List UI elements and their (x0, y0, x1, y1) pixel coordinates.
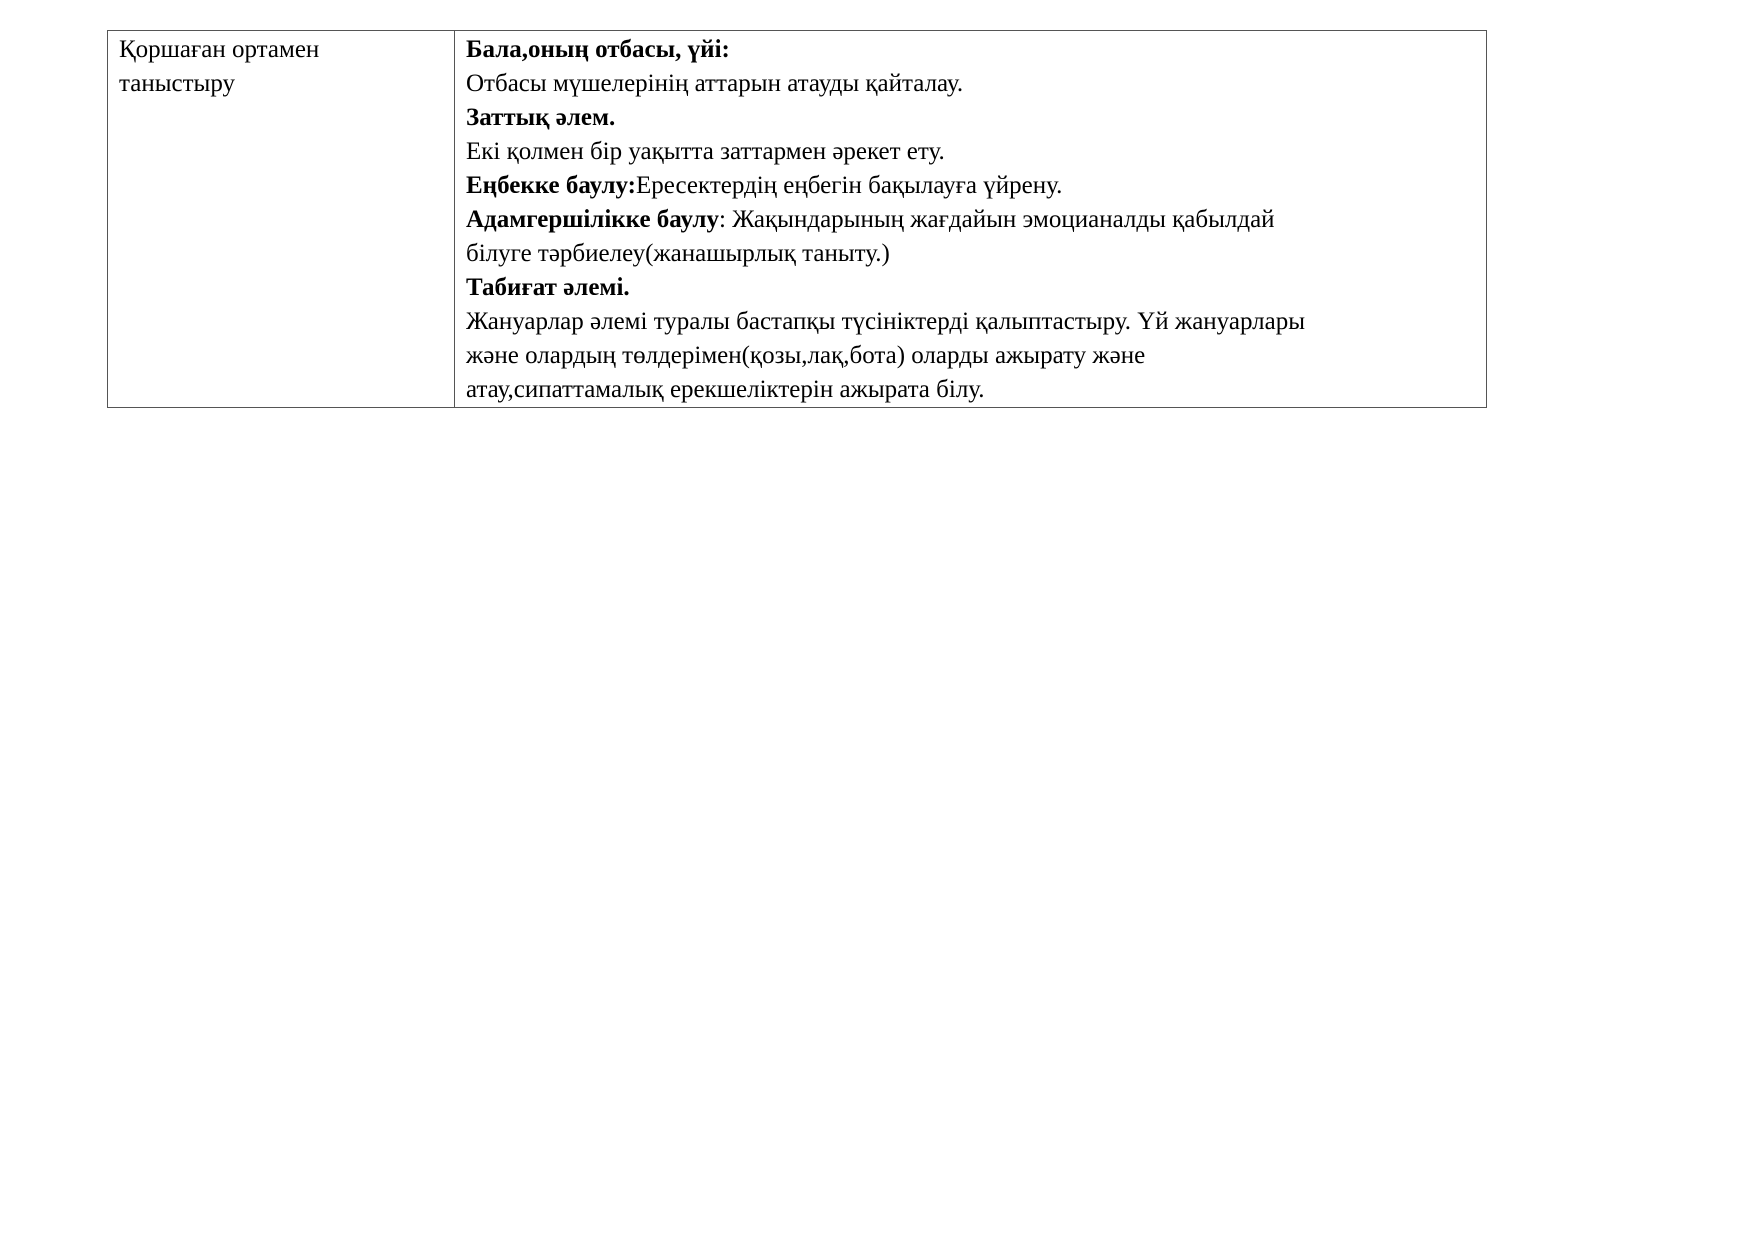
section-morality-line (466, 203, 1476, 237)
subject-cell (108, 31, 455, 408)
content-cell (455, 31, 1487, 408)
section-family-heading-line (466, 33, 1476, 67)
section-objects-text: Екі қолмен бір уақытта заттармен әрекет ету. (466, 138, 945, 165)
section-nature-text-2: және олардың төлдерімен(қозы,лақ,бота) оларды ажырату және (466, 342, 1146, 369)
section-family-text: Отбасы мүшелерінің аттарын атауды қайталау. (466, 70, 964, 97)
section-nature-heading-line (466, 271, 1476, 305)
table-row (108, 31, 1487, 408)
section-objects-heading: Заттық әлем. (466, 104, 616, 131)
section-morality-text-1: : Жақындарының жағдайын эмоцианалды қабылдай (718, 206, 1275, 233)
section-nature-text-3: атау,сипаттамалық ерекшеліктерін ажырата білу. (466, 376, 985, 403)
section-family-heading: Бала,оның отбасы, үйі: (466, 36, 730, 63)
section-labor-text: Ересектердің еңбегін бақылауға үйрену. (636, 172, 1063, 199)
section-objects-heading-line (466, 101, 1476, 135)
subject-line-2: таныстыру (119, 70, 235, 97)
section-labor-heading: Еңбекке баулу: (466, 172, 637, 199)
section-morality-heading: Адамгершілікке баулу (466, 206, 719, 233)
subject-line-1: Қоршаған ортамен (119, 36, 320, 63)
section-morality-text-2: білуге тәрбиелеу(жанашырлық таныту.) (466, 240, 890, 267)
section-nature-text-1: Жануарлар әлемі туралы бастапқы түсініктерді қалыптастыру. Үй жануарлары (466, 308, 1305, 335)
content-table (107, 30, 1487, 408)
section-labor-line (466, 169, 1476, 203)
section-nature-heading: Табиғат әлемі. (466, 274, 630, 301)
